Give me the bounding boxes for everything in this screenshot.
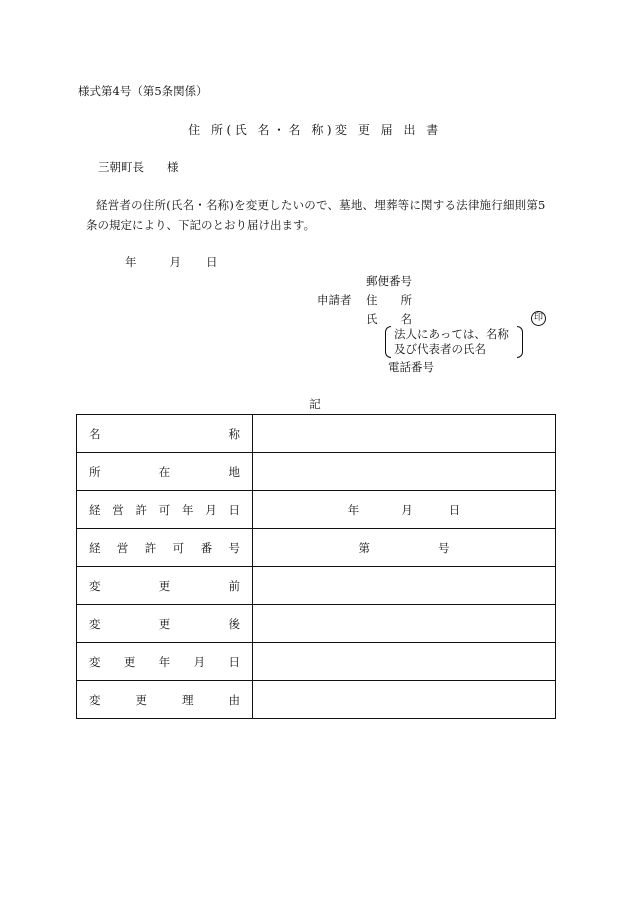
row-value-field[interactable] — [253, 453, 556, 491]
row-value-field[interactable] — [253, 605, 556, 643]
row-value-field[interactable] — [253, 529, 556, 567]
row-value-text: 年 — [347, 502, 360, 517]
row-value-text: 月 — [401, 502, 413, 517]
row-label — [77, 605, 253, 643]
row-label-char: 所 — [89, 464, 101, 479]
table-row — [77, 605, 556, 643]
document-title: 住 所(氏 名・名 称)変 更 届 出 書 — [188, 123, 442, 137]
corporate-note — [385, 326, 523, 358]
phone-label: 電話番号 — [388, 360, 434, 374]
row-label-char: 更 — [158, 616, 171, 631]
row-label-char: 経 — [89, 502, 101, 517]
row-label — [77, 529, 253, 567]
row-label-char: 更 — [123, 654, 136, 669]
row-value-field[interactable] — [253, 681, 556, 719]
date-year: 年 — [125, 255, 137, 269]
row-label-char: 年 — [182, 502, 194, 517]
row-label-char: 理 — [182, 692, 194, 707]
table-row — [77, 567, 556, 605]
corporate-note-line-2: 及び代表者の氏名 — [394, 342, 486, 356]
row-label-char: 許 — [144, 540, 157, 555]
row-label-char: 地 — [228, 464, 240, 479]
body-text-line-1: 経営者の住所(氏名・名称)を変更したいので、墓地、埋葬等に関する法律施行細則第5 — [96, 198, 546, 212]
left-bracket — [385, 326, 391, 358]
row-value-text: 日 — [448, 502, 461, 517]
submission-date — [125, 257, 218, 269]
row-label-char: 後 — [228, 616, 240, 631]
row-label-char: 名 — [89, 426, 101, 441]
row-label-char: 変 — [89, 654, 101, 669]
row-label — [77, 415, 253, 453]
row-label-char: 可 — [158, 502, 171, 517]
row-label-char: 変 — [89, 692, 101, 707]
row-label-char: 更 — [158, 578, 171, 593]
row-label-char: 変 — [89, 578, 101, 593]
row-label-char: 在 — [158, 464, 171, 479]
row-label-char: 月 — [193, 654, 206, 669]
row-label-char: 営 — [112, 502, 124, 517]
details-table — [76, 414, 556, 719]
body-text-line-2: 条の規定により、下記のとおり届け出ます。 — [86, 218, 316, 232]
row-label-char: 変 — [89, 616, 101, 631]
row-label — [77, 453, 253, 491]
recipient: 三朝町長 様 — [98, 160, 179, 174]
row-label-char: 経 — [89, 540, 101, 555]
row-label — [77, 681, 253, 719]
row-label-char: 許 — [135, 502, 147, 517]
row-label-char: 営 — [116, 540, 129, 555]
row-value-field[interactable] — [253, 491, 556, 529]
table-row — [77, 681, 556, 719]
table-row — [77, 491, 556, 529]
row-label — [77, 491, 253, 529]
row-label — [77, 643, 253, 681]
row-label-char: 称 — [228, 426, 240, 441]
row-label-char: 可 — [172, 540, 185, 555]
row-label-char: 号 — [228, 540, 240, 555]
date-day: 日 — [206, 255, 218, 269]
address-label: 住 所 — [366, 293, 412, 307]
date-month: 月 — [169, 255, 181, 269]
table-row — [77, 415, 556, 453]
form-number: 様式第4号（第5条関係） — [78, 84, 208, 98]
row-label-char: 日 — [228, 502, 240, 517]
row-label-char: 更 — [135, 692, 147, 707]
row-label-char: 日 — [228, 654, 240, 669]
row-label — [77, 567, 253, 605]
right-bracket — [517, 326, 523, 358]
row-label-char: 前 — [228, 578, 240, 593]
row-value-field[interactable] — [253, 643, 556, 681]
name-label: 氏 名 — [366, 312, 412, 326]
postal-code-label: 郵便番号 — [366, 274, 412, 288]
corporate-note-line-1: 法人にあっては、名称 — [394, 327, 509, 341]
applicant-label: 申請者 — [317, 293, 352, 307]
row-value-field[interactable] — [253, 567, 556, 605]
seal-mark: 印 — [531, 311, 546, 326]
row-label-char: 由 — [228, 692, 240, 707]
ki-heading: 記 — [309, 397, 321, 411]
table-row — [77, 453, 556, 491]
row-value-text: 第 — [358, 540, 370, 555]
row-label-char: 番 — [200, 540, 213, 555]
table-row — [77, 529, 556, 567]
row-value-field[interactable] — [253, 415, 556, 453]
row-label-char: 月 — [205, 502, 217, 517]
row-label-char: 年 — [158, 654, 171, 669]
table-row — [77, 643, 556, 681]
row-value-text: 号 — [438, 540, 450, 555]
